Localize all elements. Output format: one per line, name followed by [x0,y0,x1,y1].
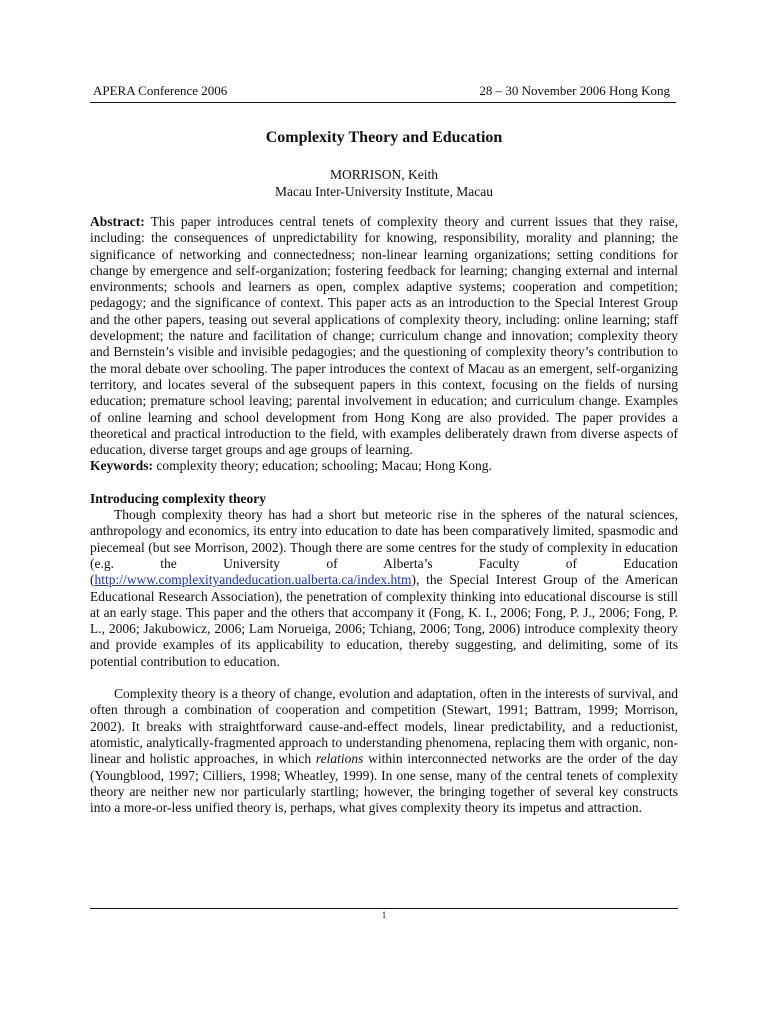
keywords [90,458,678,474]
paragraph-2-text-a: Complexity theory is a theory of change, evolution and adaptation, often in the interests of survival, and often through a combination of cooperation and competition (Stewart, 1991; Battram, 1999; Morrison, 2002). It breaks with straightforward cause-and-effect models, linear predictability, and a reductionist, atomistic, analytically-fragmented approach to understanding phenomena, replacing them with organic, non-linear and holistic approaches, in which [90,686,678,767]
running-header [90,82,676,103]
abstract-label: Abstract: [90,214,145,229]
paragraph-2-italic: relations [315,751,364,767]
author-affiliation: Macau Inter-University Institute, Macau [275,184,493,199]
keywords-text: complexity theory; education; schooling; Macau; Hong Kong. [153,458,492,474]
paper-title: Complexity Theory and Education [265,129,503,146]
keywords-label: Keywords: [90,458,153,474]
conference-name: APERA Conference 2006 [93,83,228,98]
author-name: MORRISON, Keith [329,167,438,182]
paragraph-1-text-b: ), the Special Interest Group of the American Educational Research Association), the penetration of complexity thinking into educational discourse is still at an early stage. This paper and the others that accompany it (Fong, K. I., 2006; Fong, P. J., 2006; Fong, P. L., 2006; Jakubowicz, 2006; Lam Norueiga, 2006; Tchiang, 2006; Tong, 2006) introduce complexity theory and provide examples of its applicability to education, thereby suggesting, and delimiting, some of its potential contribution to education. [90,572,678,669]
section-heading: Introducing complexity theory [90,490,266,506]
university-link[interactable]: http://www.complexityandeducation.ualberta.ca/index.htm [94,572,412,588]
conference-dates: 28 – 30 November 2006 Hong Kong [479,83,670,98]
paragraph-2 [90,686,678,816]
abstract [90,214,678,458]
paragraph-1 [90,507,678,670]
paper-body [90,214,678,816]
abstract-text: This paper introduces central tenets of complexity theory and current issues that they raise, including: the consequences of unpredictability for knowing, responsibility, morality and planning; the significance of networking and connectedness; non-linear learning organizations; setting conditions for change by emergence and self-organization; fostering feedback for learning; changing external and internal environments; schools and learners as open, complex adaptive systems; cooperation and competition; pedagogy; and the significance of context. This paper acts as an introduction to the Special Interest Group and the other papers, teasing out several applications of complexity theory, including: online learning; staff development; the nature and facilitation of change; curriculum change and innovation; complexity theory and Bernstein’s visible and invisible pedagogies; and the questioning of complexity theory’s contribution to the moral debate over schooling. The paper introduces the context of Macau as an emergent, self-organizing territory, and locates several of the subsequent papers in this context, focusing on the fields of nursing education; premature school leaving; parental involvement in education; and curriculum change. Examples of online learning and school development from Hong Kong are also provided. The paper provides a theoretical and practical introduction to the field, with examples deliberately drawn from diverse aspects of education, diverse target groups and age groups of learning. [90,214,678,458]
paragraph-1-text-a: Though complexity theory has had a short but meteoric rise in the spheres of the natural sciences, anthropology and economics, its entry into education to date has been comparatively limited, spasmodic and piecemeal (but see Morrison, 2002). Though there are some centres for the study of complexity in education (e.g. the University of Alberta’s Faculty of Education ( [90,507,678,588]
page-number: 1 [381,910,387,920]
paragraph-2-text-b: within interconnected networks are the order of the day (Youngblood, 1997; Cilliers, 1998; Wheatley, 1999). In one sense, many of the central tenets of complexity theory are neither new nor particularly startling; however, the bringing together of several key constructs into a more-or-less unified theory is, perhaps, what gives complexity theory its impetus and attraction. [90,751,678,816]
footer-rule [90,908,678,909]
